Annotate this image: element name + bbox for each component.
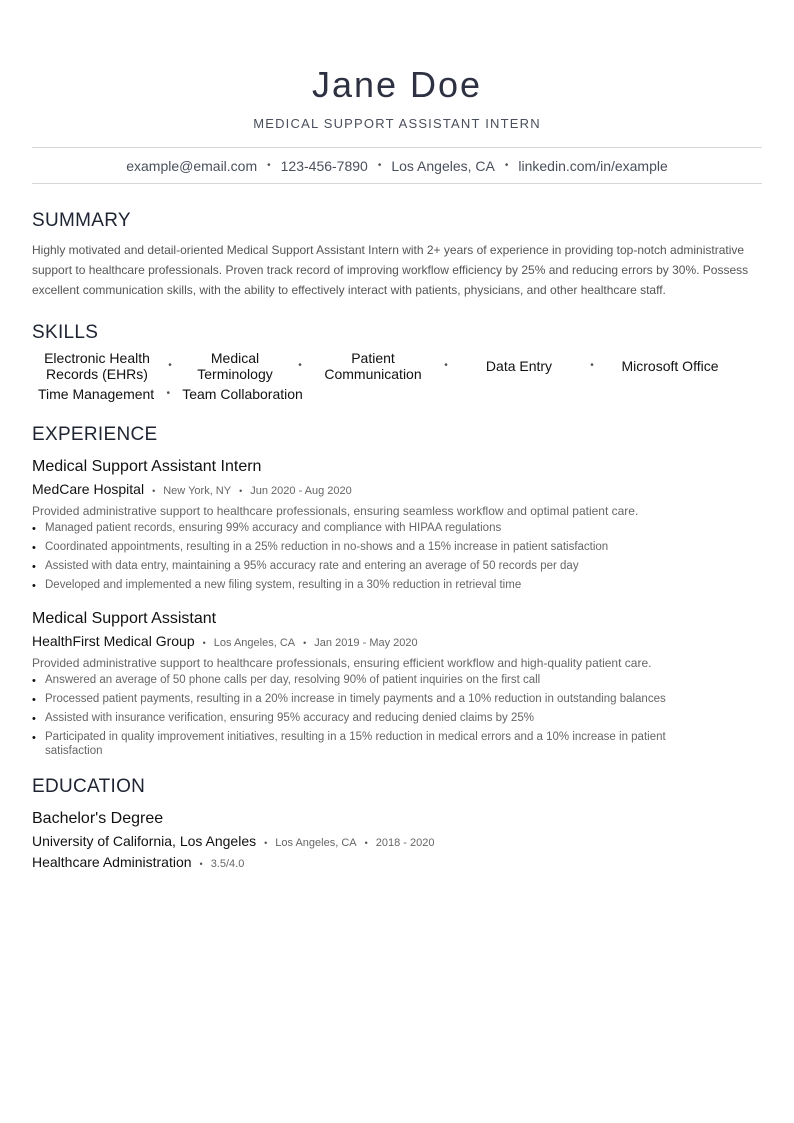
contact-linkedin[interactable]: linkedin.com/in/example [518,157,668,174]
job-bullet: • Processed patient payments, resulting in a 20% increase in timely payments and a 10% reduction in outstanding balances [32,692,762,706]
separator-dot: • [264,838,268,848]
skills-heading: SKILLS [32,322,99,343]
job-company: HealthFirst Medical Group [32,633,195,649]
separator-dot: • [504,160,509,171]
job-meta [32,481,762,497]
separator-dot: • [377,160,382,171]
skill-label: Data Entry [485,358,553,374]
skill-label: Medical Terminology [197,350,273,382]
job-dates: Jan 2019 - May 2020 [314,637,418,649]
job-company: MedCare Hospital [32,481,145,497]
job-bullet: • Developed and implemented a new filing system, resulting in a 30% reduction in retrieval time [32,578,762,592]
resume-header [32,0,762,131]
separator-dot: • [298,360,302,371]
contact-phone[interactable]: 123-456-7890 [280,157,368,174]
separator-dot: • [202,638,206,648]
summary-heading: SUMMARY [32,210,131,231]
separator-dot: • [303,638,307,648]
skill-item [32,386,176,402]
separator-dot: • [267,160,271,171]
job-bullet: • Assisted with insurance verification, ensuring 95% accuracy and reducing denied claims by 25% [32,711,762,725]
education-gpa: 3.5/4.0 [210,858,245,870]
separator-dot: • [199,859,203,869]
job-location: New York, NY [163,485,232,497]
job-bullet: • Participated in quality improvement initiatives, resulting in a 15% reduction in medical errors and a 10% increase in patient satisfaction [32,730,762,758]
separator-dot: • [590,360,594,371]
job-description: Provided administrative support to healthcare professionals, ensuring seamless workflow and optimal patient care. [32,504,639,518]
education-section [32,776,762,870]
candidate-name: Jane Doe [311,64,483,105]
skills-list [32,350,762,402]
job-bullets [32,673,762,758]
contact-bar [32,147,762,184]
skill-item [176,386,309,402]
experience-heading: EXPERIENCE [32,424,158,445]
education-major: Healthcare Administration [32,854,192,870]
education-school-line [32,833,762,849]
separator-dot: • [168,360,172,371]
education-heading: EDUCATION [32,776,146,797]
job-entry [32,458,762,592]
job-bullet: • Answered an average of 50 phone calls per day, resolving 90% of patient inquiries on the first call [32,673,762,687]
skill-label: Microsoft Office [621,358,719,374]
job-entry [32,610,762,758]
skills-section [32,322,762,402]
skill-item [178,350,308,382]
separator-dot: • [152,486,156,496]
contact-email[interactable]: example@email.com [126,157,258,174]
summary-text: Highly motivated and detail-oriented Medical Support Assistant Intern with 2+ years of experience in providing top-notch administrative support to healthcare professionals. Proven track record of improving workflow efficiency by 25% and reducing errors by 30%. Possess excellent communication skills, with the ability to effectively interact with patients, physicians, and other healthcare staff. [32,243,749,297]
contact-location: Los Angeles, CA [391,157,495,174]
skill-label: Time Management [38,386,155,402]
education-major-line [32,854,762,870]
skill-item [308,350,454,382]
experience-section [32,424,762,758]
job-bullet: • Assisted with data entry, maintaining a 95% accuracy rate and entering an average of 50 records per day [32,559,762,573]
skill-item [454,358,600,374]
job-title: Medical Support Assistant Intern [32,458,262,475]
job-description: Provided administrative support to healthcare professionals, ensuring efficient workflow and high-quality patient care. [32,656,652,670]
job-bullet: • Coordinated appointments, resulting in a 25% reduction in no-shows and a 15% increase in patient satisfaction [32,540,762,554]
candidate-title: MEDICAL SUPPORT ASSISTANT INTERN [253,116,541,131]
job-meta [32,633,762,649]
separator-dot: • [166,388,170,399]
job-bullets [32,521,762,592]
education-school: University of California, Los Angeles [32,833,257,849]
summary-section [32,210,762,300]
skill-label: Team Collaboration [182,386,303,402]
job-dates: Jun 2020 - Aug 2020 [250,485,352,497]
separator-dot: • [239,486,243,496]
separator-dot: • [364,838,368,848]
job-location: Los Angeles, CA [213,637,296,649]
education-dates: 2018 - 2020 [375,837,435,849]
job-title: Medical Support Assistant [32,610,217,627]
job-bullet: • Managed patient records, ensuring 99% accuracy and compliance with HIPAA regulations [32,521,762,535]
education-location: Los Angeles, CA [275,837,357,849]
skill-label: Patient Communication [324,350,422,382]
education-degree: Bachelor's Degree [32,810,164,827]
skill-label: Electronic Health Records (EHRs) [44,350,150,382]
separator-dot: • [444,360,448,371]
skill-item [600,358,740,374]
skill-item [32,350,178,382]
